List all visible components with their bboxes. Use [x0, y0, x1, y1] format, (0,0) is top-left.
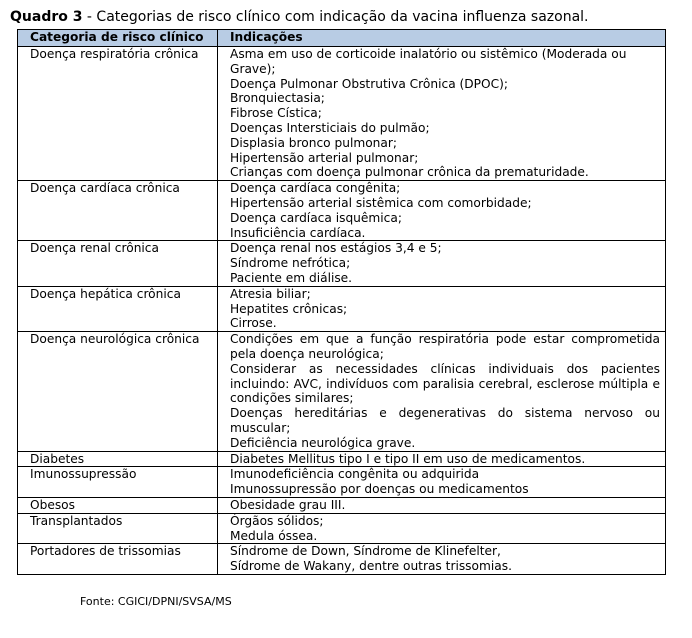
indication-item: Displasia bronco pulmonar; — [230, 135, 397, 150]
table-row — [18, 467, 666, 498]
table-row — [18, 544, 666, 575]
indication-item: Bronquiectasia; — [230, 91, 325, 106]
table-row — [18, 286, 666, 331]
indication-item: Síndrome nefrótica; — [230, 256, 351, 271]
indications-cell — [218, 332, 666, 451]
indication-item: Insuficiência cardíaca. — [230, 225, 366, 240]
category-cell: Obesos — [18, 497, 218, 513]
table-row — [18, 47, 666, 181]
table-row — [18, 181, 666, 241]
category-cell: Doença neurológica crônica — [18, 332, 218, 451]
indication-item: Sídrome de Wakany, dentre outras trissomias. — [230, 559, 512, 574]
risk-categories-table — [17, 29, 666, 575]
category-cell: Doença hepática crônica — [18, 286, 218, 331]
indication-item: Imunodeficiência congênita ou adquirida — [230, 467, 480, 482]
indication-item: Órgãos sólidos; — [230, 513, 324, 528]
indication-item: Doenças hereditárias e degenerativas do sistema nervoso ou muscular; — [230, 406, 660, 435]
indication-item: Doença renal nos estágios 3,4 e 5; — [230, 241, 442, 256]
category-cell: Diabetes — [18, 451, 218, 467]
indication-item: Doenças Intersticiais do pulmão; — [230, 120, 430, 135]
category-cell: Doença renal crônica — [18, 241, 218, 286]
table-row — [18, 332, 666, 451]
table-row — [18, 241, 666, 286]
indication-item: Síndrome de Down, Síndrome de Klinefelter, — [230, 544, 501, 559]
indications-cell — [218, 451, 666, 467]
indications-cell — [218, 286, 666, 331]
indication-item: Medula óssea. — [230, 528, 318, 543]
indication-item: Condições em que a função respiratória pode estar comprometida pela doença neurológica; — [230, 332, 660, 361]
indication-item: Atresia biliar; — [230, 286, 311, 301]
indication-item: Crianças com doença pulmonar crônica da prematuridade. — [230, 165, 589, 180]
indications-cell — [218, 181, 666, 241]
category-cell: Doença respiratória crônica — [18, 47, 218, 181]
indication-item: Doença Pulmonar Obstrutiva Crônica (DPOC); — [230, 76, 508, 91]
indication-item: Diabetes Mellitus tipo I e tipo II em uso de medicamentos. — [230, 451, 586, 466]
table-row — [18, 451, 666, 467]
table-row — [18, 513, 666, 544]
indication-item: Imunossupressão por doenças ou medicamentos — [230, 482, 529, 497]
category-cell: Portadores de trissomias — [18, 544, 218, 575]
indication-item: Deficiência neurológica grave. — [230, 435, 416, 450]
indication-item: Obesidade grau III. — [230, 497, 346, 512]
indication-item: Hepatites crônicas; — [230, 301, 348, 316]
table-caption — [10, 9, 589, 25]
indication-item: Hipertensão arterial sistêmica com comorbidade; — [230, 195, 532, 210]
indication-item: Cirrose. — [230, 316, 277, 331]
table-header-row — [18, 30, 666, 47]
indications-cell — [218, 241, 666, 286]
indications-cell — [218, 513, 666, 544]
caption-label: Quadro 3 — [10, 9, 83, 25]
category-cell: Imunossupressão — [18, 467, 218, 498]
indication-item: Fibrose Cística; — [230, 106, 322, 121]
indication-item: Hipertensão arterial pulmonar; — [230, 150, 419, 165]
table-row — [18, 497, 666, 513]
indications-cell — [218, 544, 666, 575]
header-category: Categoria de risco clínico — [18, 30, 218, 47]
indication-item: Doença cardíaca isquêmica; — [230, 210, 402, 225]
caption-text: - Categorias de risco clínico com indicação da vacina influenza sazonal. — [82, 9, 589, 25]
indications-cell — [218, 467, 666, 498]
indications-cell — [218, 497, 666, 513]
indication-item: Considerar as necessidades clínicas individuais dos pacientes incluindo: AVC, indivíduos com paralisia cerebral, esclerose múltipla e condições similares; — [230, 361, 660, 406]
category-cell: Doença cardíaca crônica — [18, 181, 218, 241]
indication-item: Asma em uso de corticoide inalatório ou sistêmico (Moderada ou Grave); — [230, 47, 627, 76]
source-note: Fonte: CGICI/DPNI/SVSA/MS — [80, 595, 232, 608]
header-indications: Indicações — [218, 30, 666, 47]
indications-cell — [218, 47, 666, 181]
indication-item: Paciente em diálise. — [230, 270, 353, 285]
indication-item: Doença cardíaca congênita; — [230, 181, 401, 196]
category-cell: Transplantados — [18, 513, 218, 544]
